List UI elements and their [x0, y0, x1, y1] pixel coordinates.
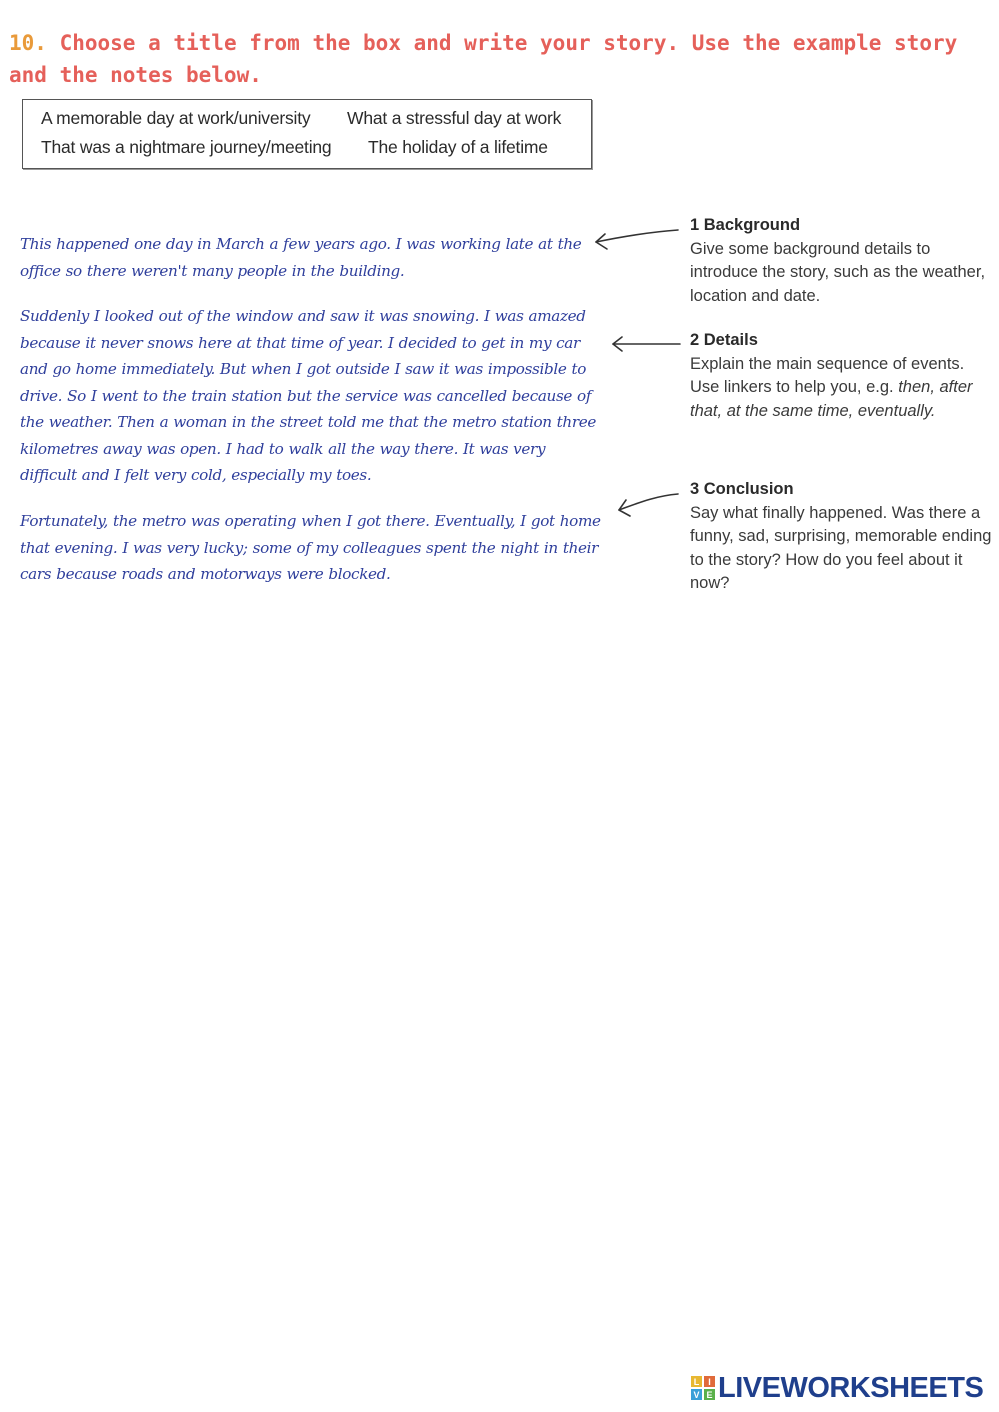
- logo-mark-letter: E: [706, 1390, 713, 1400]
- note-heading: 3 Conclusion: [690, 480, 794, 498]
- note-body-text: Explain the main sequence of events. Use linkers to help you, e.g.: [690, 354, 965, 396]
- story-paragraph-conclusion: Fortunately, the metro was operating when I got there. Eventually, I got home that evening. I was very lucky; some of my colleagues spent the night in their cars because roads and motorways were blocked.: [20, 512, 601, 583]
- story-paragraph-details: Suddenly I looked out of the window and saw it was snowing. I was amazed because it never snows here at that time of year. I decided to get in my car and go home immediately. But when I got outside I saw it was impossible to drive. So I went to the train station but the service was cancelled because of the weather. Then a woman in the street told me that the metro station three kilometres away was open. I had to walk all the way there. It was very difficult and I felt very cold, especially my toes.: [20, 307, 597, 484]
- note-linker-examples: then, after that, at the same time, eventually.: [690, 378, 973, 420]
- title-option: That was a nightmare journey/meeting: [41, 137, 332, 157]
- arrow-icon: [613, 337, 680, 351]
- logo-mark-letter: L: [693, 1377, 700, 1387]
- annotation-arrows: [0, 0, 999, 620]
- instruction-text: Choose a title from the box and write your story. Use the example story and the notes below.: [9, 31, 958, 87]
- note-body: Give some background details to introduce the story, such as the weather, location and date.: [690, 239, 986, 305]
- title-option: The holiday of a lifetime: [368, 137, 548, 157]
- arrow-icon: [619, 494, 678, 516]
- title-option: What a stressful day at work: [347, 108, 562, 128]
- instruction-number: 10.: [9, 31, 47, 55]
- arrow-icon: [596, 230, 678, 249]
- liveworksheets-logo: [690, 1371, 983, 1405]
- title-option: A memorable day at work/university: [41, 108, 311, 128]
- logo-mark-icon: [690, 1375, 716, 1401]
- logo-wordmark: LIVEWORKSHEETS: [718, 1372, 984, 1404]
- note-heading: 1 Background: [690, 216, 801, 234]
- note-heading: 2 Details: [690, 331, 758, 349]
- story-paragraph-background: This happened one day in March a few years ago. I was working late at the office so there weren't many people in the building.: [20, 235, 582, 280]
- note-body: Say what finally happened. Was there a funny, sad, surprising, memorable ending to the story? How do you feel about it now?: [690, 503, 992, 592]
- logo-mark-letter: I: [708, 1377, 711, 1387]
- logo-mark-letter: V: [693, 1390, 700, 1400]
